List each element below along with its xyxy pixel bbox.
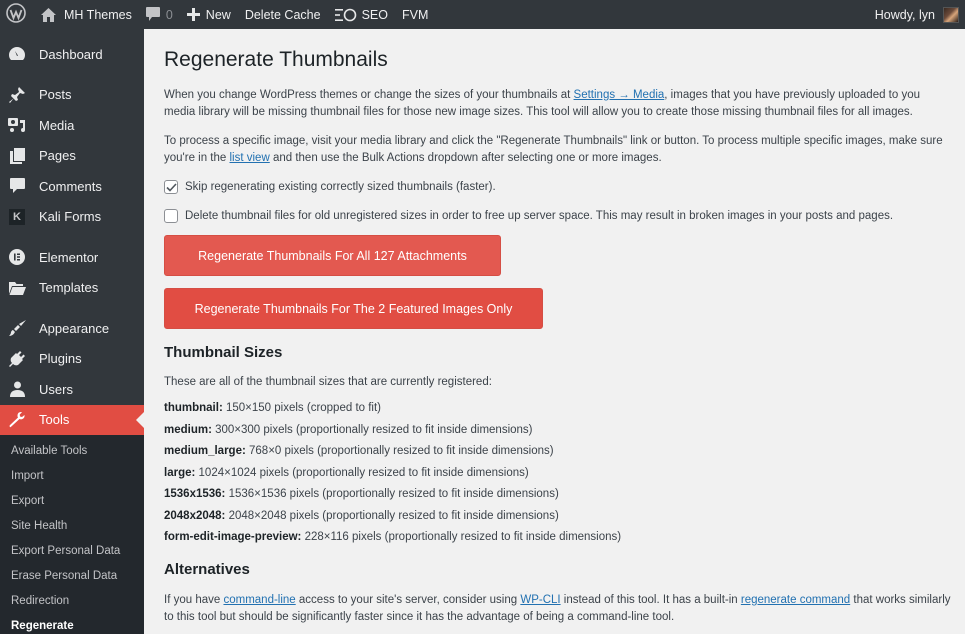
folder-icon xyxy=(8,279,26,297)
checkmark-icon xyxy=(166,183,177,192)
sidebar-item-posts[interactable] xyxy=(0,80,144,111)
sidebar-item-media[interactable] xyxy=(0,110,144,141)
size-row: 2048x2048: 2048×2048 pixels (proportionally resized to fit inside dimensions) xyxy=(164,509,559,522)
regenerate-all-button[interactable]: Regenerate Thumbnails For All 127 Attachments xyxy=(164,235,501,276)
wordpress-icon xyxy=(6,3,26,26)
sidebar-item-elementor[interactable] xyxy=(0,242,144,273)
pages-icon xyxy=(8,147,26,165)
sidebar-item-users[interactable] xyxy=(0,374,144,405)
command-line-link[interactable]: command-line xyxy=(223,593,296,606)
site-name-menu[interactable] xyxy=(34,0,139,29)
delete-old-checkbox[interactable] xyxy=(164,209,178,223)
pin-icon xyxy=(8,86,26,104)
delete-old-label[interactable]: Delete thumbnail files for old unregistered sizes in order to free up server space. This may result in broken images in your posts and pages. xyxy=(185,210,894,222)
seo-icon xyxy=(335,8,357,22)
alternatives-heading: Alternatives xyxy=(164,560,250,578)
process-text: To process a specific image, visit your media library and click the "Regenerate Thumbnails" link or button. To process multiple specific images, make sure you're in the list view and then use the Bulk Actions dropdown after selecting one or more images. xyxy=(164,135,943,164)
plus-icon xyxy=(187,8,200,21)
avatar xyxy=(943,7,959,23)
size-row: large: 1024×1024 pixels (proportionally resized to fit inside dimensions) xyxy=(164,466,529,479)
kali-forms-icon: K xyxy=(8,208,26,226)
submenu-import[interactable]: Import xyxy=(11,470,44,482)
delete-old-option xyxy=(164,207,954,225)
regenerate-featured-button[interactable]: Regenerate Thumbnails For The 2 Featured Images Only xyxy=(164,288,543,329)
elementor-icon xyxy=(8,248,26,266)
sidebar-item-label: Plugins xyxy=(39,351,82,367)
seo-menu[interactable] xyxy=(328,0,395,29)
wp-cli-link[interactable]: WP-CLI xyxy=(520,593,561,606)
sidebar-item-dashboard[interactable] xyxy=(0,39,144,70)
submenu-site-health[interactable]: Site Health xyxy=(11,520,68,532)
tools-submenu xyxy=(0,435,144,634)
admin-sidebar xyxy=(0,29,144,634)
howdy-text: Howdy, lyn xyxy=(874,7,935,22)
submenu-regenerate[interactable]: Regenerate xyxy=(11,620,74,632)
sidebar-item-appearance[interactable] xyxy=(0,313,144,344)
alternatives-text: If you have command-line access to your site's server, consider using WP-CLI instead of this tool. It has a built-in regenerate command that works similarly to this tool but should be significantly faster since it has the advantage of being a command-line tool. xyxy=(164,593,951,623)
sidebar-item-templates[interactable] xyxy=(0,273,144,304)
plug-icon xyxy=(8,350,26,368)
new-label: New xyxy=(205,7,231,22)
settings-media-link[interactable]: Settings → Media xyxy=(573,89,665,101)
dashboard-icon xyxy=(8,45,26,63)
submenu-erase-personal-data[interactable]: Erase Personal Data xyxy=(11,570,118,582)
submenu-export-personal-data[interactable]: Export Personal Data xyxy=(11,545,121,557)
home-icon xyxy=(41,8,56,22)
sidebar-item-label: Dashboard xyxy=(39,46,103,62)
wrench-icon xyxy=(8,411,26,429)
size-row: 1536x1536: 1536×1536 pixels (proportionally resized to fit inside dimensions) xyxy=(164,488,559,500)
sidebar-item-tools[interactable] xyxy=(0,405,144,436)
main-content xyxy=(164,29,954,626)
seo-label: SEO xyxy=(361,7,388,22)
sidebar-item-comments[interactable] xyxy=(0,171,144,202)
skip-existing-option xyxy=(164,178,954,196)
comment-icon xyxy=(146,7,160,22)
size-row: medium: 300×300 pixels (proportionally resized to fit inside dimensions) xyxy=(164,423,533,436)
page-title: Regenerate Thumbnails xyxy=(164,48,388,71)
admin-bar xyxy=(0,0,965,29)
delete-cache-label: Delete Cache xyxy=(244,7,321,22)
intro-text: When you change WordPress themes or change the sizes of your thumbnails at Settings → Media, images that you have previously uploaded to you media library will be missing thumbnail files for those new image sizes. This tool will allow you to create those missing thumbnail files for all images. xyxy=(164,89,921,118)
delete-cache-button[interactable] xyxy=(238,0,328,29)
size-row: thumbnail: 150×150 pixels (cropped to fit) xyxy=(164,402,382,414)
fvm-menu[interactable] xyxy=(395,0,435,29)
site-name: MH Themes xyxy=(64,7,132,22)
skip-existing-label[interactable]: Skip regenerating existing correctly sized thumbnails (faster). xyxy=(185,181,496,193)
sidebar-item-label: Posts xyxy=(39,87,72,103)
comments-menu[interactable] xyxy=(139,0,180,29)
media-icon xyxy=(8,116,26,134)
sidebar-item-kali-forms[interactable] xyxy=(0,202,144,233)
submenu-export[interactable]: Export xyxy=(11,495,45,507)
sidebar-item-label: Elementor xyxy=(39,249,99,265)
size-row: medium_large: 768×0 pixels (proportionally resized to fit inside dimensions) xyxy=(164,445,554,457)
thumbnail-sizes-list xyxy=(164,398,954,549)
sidebar-item-label: Pages xyxy=(39,148,76,164)
list-view-link[interactable]: list view xyxy=(229,152,270,164)
brush-icon xyxy=(8,319,26,337)
sidebar-item-label: Tools xyxy=(39,412,70,428)
sidebar-item-label: Comments xyxy=(39,178,102,194)
skip-existing-checkbox[interactable] xyxy=(164,180,178,194)
submenu-available-tools[interactable]: Available Tools xyxy=(11,445,88,457)
sidebar-item-plugins[interactable] xyxy=(0,344,144,375)
my-account-menu[interactable] xyxy=(868,0,965,29)
sidebar-item-label: Users xyxy=(39,381,73,397)
sidebar-item-label: Media xyxy=(39,117,75,133)
comments-count: 0 xyxy=(165,7,173,22)
thumbnail-sizes-heading: Thumbnail Sizes xyxy=(164,344,283,361)
fvm-label: FVM xyxy=(401,7,429,22)
new-content-menu[interactable] xyxy=(180,0,238,29)
wordpress-logo-menu[interactable] xyxy=(0,0,34,29)
sidebar-item-label: Kali Forms xyxy=(39,209,102,225)
sidebar-item-pages[interactable] xyxy=(0,141,144,172)
comment-icon xyxy=(8,177,26,195)
submenu-redirection[interactable]: Redirection xyxy=(11,595,70,607)
user-icon xyxy=(8,380,26,398)
size-row: form-edit-image-preview: 228×116 pixels (proportionally resized to fit inside dimensions) xyxy=(164,531,622,543)
sizes-intro: These are all of the thumbnail sizes that are currently registered: xyxy=(164,376,492,388)
regenerate-command-link[interactable]: regenerate command xyxy=(740,593,851,606)
sidebar-item-label: Templates xyxy=(39,280,99,296)
sidebar-item-label: Appearance xyxy=(39,320,110,336)
